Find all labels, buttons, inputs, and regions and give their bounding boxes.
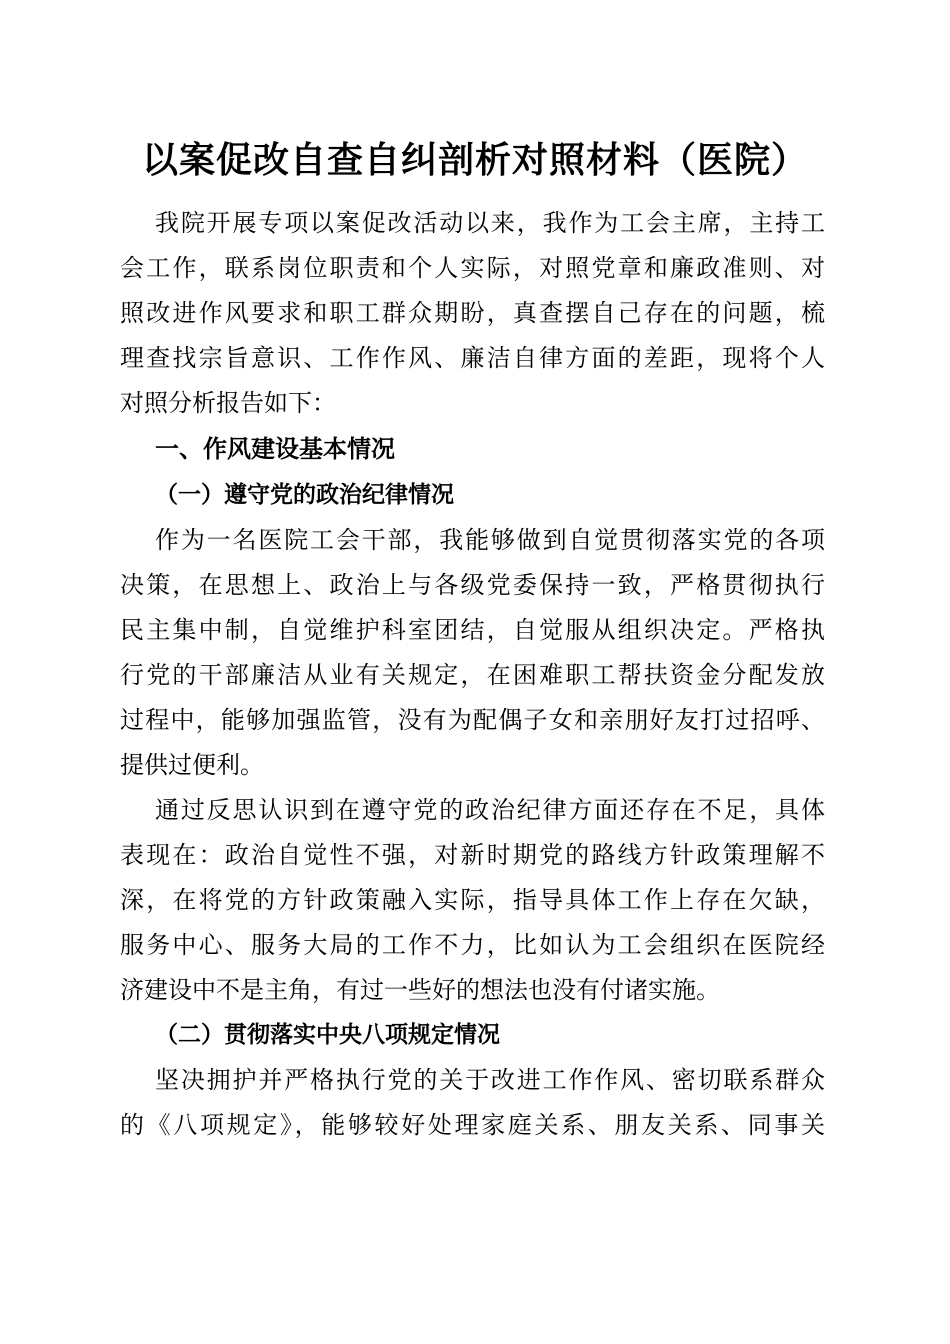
sub1-para2-line-2: 表现在：政治自觉性不强，对新时期党的路线方针政策理解不 — [120, 841, 825, 869]
subsection-heading-1: （一）遵守党的政治纪律情况 — [155, 481, 454, 508]
sub1-para2-line-4: 服务中心、服务大局的工作不力，比如认为工会组织在医院经 — [120, 931, 825, 959]
sub1-para1-line-2: 决策，在思想上、政治上与各级党委保持一致，严格贯彻执行 — [120, 571, 825, 599]
intro-line-4: 理查找宗旨意识、工作作风、廉洁自律方面的差距，现将个人 — [120, 344, 825, 372]
sub1-para1-line-4: 行党的干部廉洁从业有关规定，在困难职工帮扶资金分配发放 — [120, 661, 825, 689]
intro-line-5: 对照分析报告如下： — [120, 389, 336, 417]
sub1-para1-line-6: 提供过便利。 — [120, 751, 264, 779]
sub1-para2-line-3: 深，在将党的方针政策融入实际，指导具体工作上存在欠缺， — [120, 886, 825, 914]
document-title: 以案促改自查自纠剖析对照材料（医院） — [141, 139, 808, 181]
sub1-para2-line-5: 济建设中不是主角，有过一些好的想法也没有付诸实施。 — [120, 976, 720, 1004]
intro-line-2: 会工作，联系岗位职责和个人实际，对照党章和廉政准则、对 — [120, 254, 825, 282]
sub1-para1-line-1: 作为一名医院工会干部，我能够做到自觉贯彻落实党的各项 — [155, 526, 825, 554]
sub1-para1-line-3: 民主集中制，自觉维护科室团结，自觉服从组织决定。严格执 — [120, 616, 825, 644]
section-heading-1: 一、作风建设基本情况 — [155, 435, 395, 463]
sub2-para1-line-1: 坚决拥护并严格执行党的关于改进工作作风、密切联系群众 — [155, 1066, 825, 1094]
sub2-para1-line-2: 的《八项规定》，能够较好处理家庭关系、朋友关系、同事关 — [120, 1111, 825, 1139]
subsection-heading-2: （二）贯彻落实中央八项规定情况 — [155, 1021, 500, 1048]
intro-line-3: 照改进作风要求和职工群众期盼，真查摆自己存在的问题，梳 — [120, 299, 825, 327]
intro-line-1: 我院开展专项以案促改活动以来，我作为工会主席，主持工 — [155, 209, 825, 237]
sub1-para1-line-5: 过程中，能够加强监管，没有为配偶子女和亲朋好友打过招呼、 — [120, 706, 825, 734]
sub1-para2-line-1: 通过反思认识到在遵守党的政治纪律方面还存在不足，具体 — [155, 796, 825, 824]
